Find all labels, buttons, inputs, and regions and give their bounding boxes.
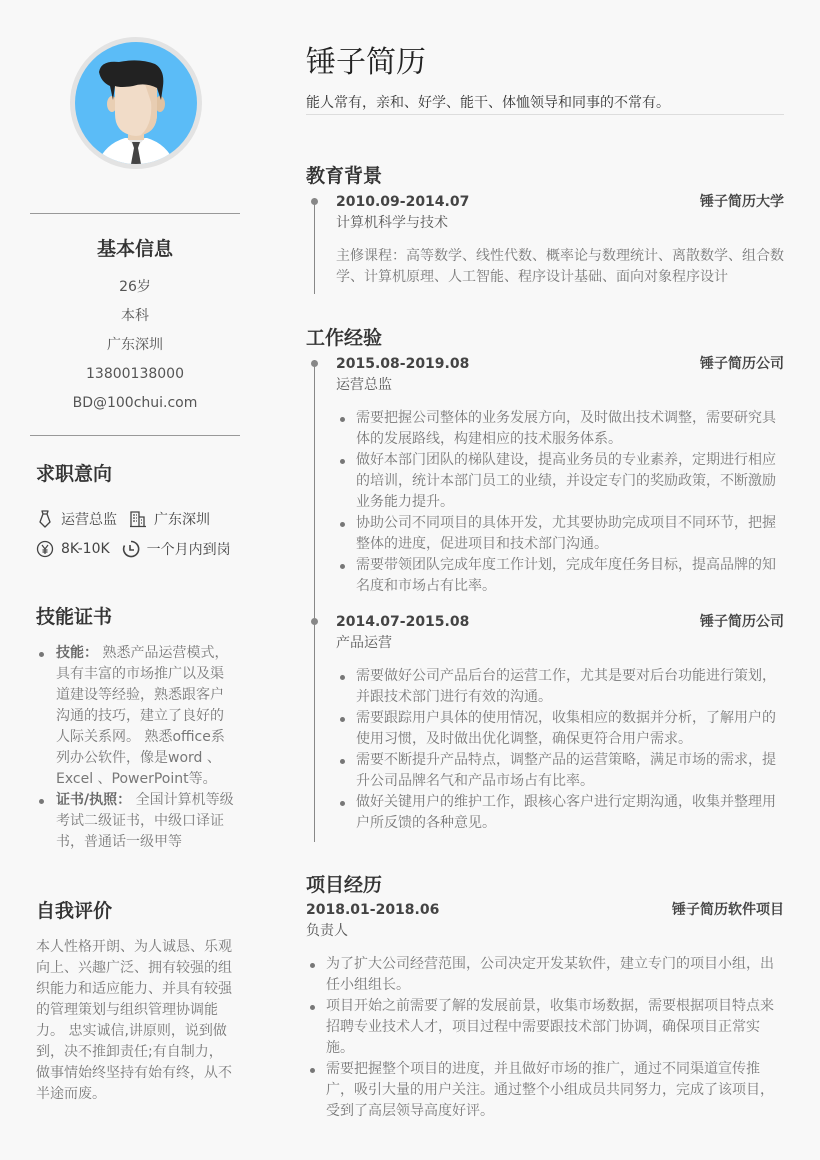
entry-period: 2014.07-2015.08 (336, 614, 470, 630)
skills-heading: 技能证书 (36, 606, 113, 628)
clock-icon (122, 540, 140, 558)
education-level: 本科 (121, 308, 149, 324)
projects-heading: 项目经历 (306, 874, 383, 896)
timeline-dot (311, 198, 318, 205)
entry-org: 锤子简历公司 (700, 356, 784, 372)
entry-period: 2018.01-2018.06 (306, 902, 440, 918)
person-icon (75, 42, 197, 164)
intent-city: 广东深圳 (129, 509, 210, 529)
intent-position: 运营总监 (36, 509, 117, 529)
entry-description: 主修课程：高等数学、线性代数、概率论与数理统计、离散数学、组合数学、计算机原理、人工智能、程序设计基础、面向对象程序设计 (336, 248, 784, 285)
divider (30, 213, 240, 214)
entry-role: 产品运营 (336, 635, 392, 651)
avatar (70, 37, 202, 169)
basic-info-list (30, 276, 240, 421)
project-entry (306, 900, 784, 1122)
phone: 13800138000 (86, 366, 184, 382)
tie-icon (36, 510, 54, 528)
timeline-line (314, 360, 315, 842)
sidebar (0, 0, 270, 1160)
self-evaluation-text: 本人性格开朗、为人诚恳、乐观向上、兴趣广泛、拥有较强的组织能力和适应能力、并具有较强的管理策划与组织管理协调能力。 忠实诚信,讲原则，说到做到，决不推卸责任;有自制力，做事情始终坚持有始有终，从不半途而废。 (36, 939, 232, 1102)
resume-name: 锤子简历 (306, 45, 426, 80)
list-item: 需要带领团队完成年度工作计划，完成年度任务目标，提高品牌的知名度和市场占有比率。 (336, 555, 784, 597)
intent-salary: 8K-10K (36, 540, 110, 558)
list-item: 协助公司不同项目的具体开发，尤其要协助完成项目不同环节，把握整体的进度，促进项目和技术部门沟通。 (336, 513, 784, 555)
yen-icon (36, 540, 54, 558)
list-item: 需要不断提升产品特点，调整产品的运营策略，满足市场的需求，提升公司品牌名气和产品市场占有比率。 (336, 750, 784, 792)
entry-role: 计算机科学与技术 (336, 215, 448, 231)
work-heading: 工作经验 (306, 327, 383, 349)
list-item: 需要把握公司整体的业务发展方向，及时做出技术调整，需要研究具体的发展路线，构建相应的技术服务体系。 (336, 408, 784, 450)
location: 广东深圳 (107, 337, 163, 353)
timeline-line (314, 198, 315, 294)
entry-org: 锤子简历大学 (700, 194, 784, 210)
job-intention-heading: 求职意向 (36, 463, 113, 485)
list-item: 需要跟踪用户具体的使用情况，收集相应的数据并分析，了解用户的使用习惯，及时做出优化调整，确保更符合用户需求。 (336, 708, 784, 750)
work-entry (336, 354, 784, 597)
entry-role: 运营总监 (336, 377, 392, 393)
timeline-dot (311, 360, 318, 367)
timeline-dot (311, 618, 318, 625)
list-item: 做好本部门团队的梯队建设，提高业务员的专业素养，定期进行相应的培训，统计本部门员工的业绩，并设定专门的奖励政策，不断激励业务能力提升。 (336, 450, 784, 513)
divider (306, 114, 784, 115)
divider (30, 435, 240, 436)
list-item: 做好关键用户的维护工作，跟核心客户进行定期沟通，收集并整理用户所反馈的各种意见。 (336, 792, 784, 834)
entry-org: 锤子简历公司 (700, 614, 784, 630)
email: BD@100chui.com (72, 395, 198, 411)
basic-info-heading: 基本信息 (96, 238, 173, 260)
entry-period: 2015.08-2019.08 (336, 356, 470, 372)
entry-org: 锤子简历软件项目 (672, 902, 784, 918)
education-heading: 教育背景 (306, 165, 383, 187)
job-intention (36, 504, 256, 564)
list-item: 需要做好公司产品后台的运营工作，尤其是要对后台功能进行策划，并跟技术部门进行有效的沟通。 (336, 666, 784, 708)
list-item: 项目开始之前需要了解的发展前景，收集市场数据，需要根据项目特点来招聘专业技术人才，项目过程中需要跟技术部门协调，确保项目正常实施。 (306, 996, 784, 1059)
work-entry (336, 612, 784, 834)
age: 26岁 (119, 279, 151, 295)
list-item: 证书/执照： 全国计算机等级考试二级证书，中级口译证书，普通话一级甲等 (36, 790, 236, 853)
entry-period: 2010.09-2014.07 (336, 194, 470, 210)
self-evaluation-heading: 自我评价 (36, 900, 113, 922)
avatar-illustration (75, 42, 197, 164)
intent-availability: 一个月内到岗 (122, 539, 231, 559)
list-item: 为了扩大公司经营范围，公司决定开发某软件，建立专门的项目小组，出任小组组长。 (306, 954, 784, 996)
skills-list (36, 643, 236, 853)
entry-role: 负责人 (306, 923, 348, 939)
list-item: 技能： 熟悉产品运营模式，具有丰富的市场推广以及渠道建设等经验，熟悉跟客户沟通的技巧，建立了良好的人际关系网。 熟悉office系列办公软件，像是word 、Excel 、PowerPoint等。 (36, 643, 236, 790)
list-item: 需要把握整个项目的进度，并且做好市场的推广，通过不同渠道宣传推广，吸引大量的用户关注。通过整个小组成员共同努力，完成了该项目，受到了高层领导高度好评。 (306, 1059, 784, 1122)
motto: 能人常有，亲和、好学、能干、体恤领导和同事的不常有。 (306, 95, 670, 111)
building-icon (129, 510, 147, 528)
education-entry (336, 192, 784, 288)
